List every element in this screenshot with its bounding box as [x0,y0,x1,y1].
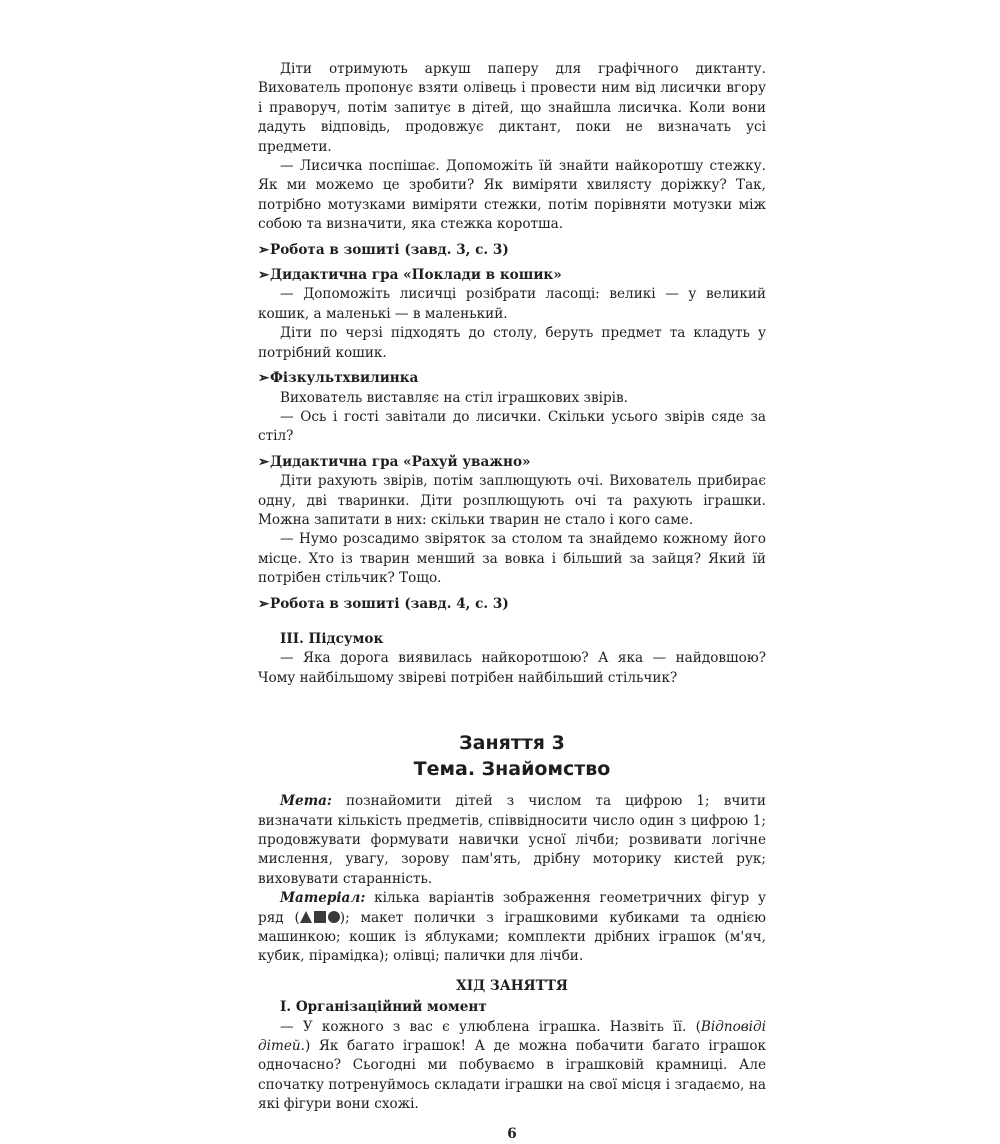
circle-icon [328,911,340,923]
bullet-item: ➢Дидактична гра «Рахуй уважно» [258,453,766,472]
paragraph: — У кожного з вас є улюблена іграшка. Назвіть її. (Відповіді дітей.) Як багато іграшок! А де можна побачити багато іграшок одночасно? Сьогодні ми побуваємо в іграшковій крамниці. Але спочатку потренуймось складати іграшки на свої місця і згадаємо, на які фігури вони схожі. [258,1018,766,1113]
goal-label: Мета: [280,793,332,810]
paragraph: — Ось і гості завітали до лисички. Скільки усього звірів сяде за стіл? [258,408,766,445]
bullet-item: ➢Дидактична гра «Поклади в кошик» [258,266,766,285]
arrow-bullet-icon: ➢ [258,453,270,470]
course-heading: ХІД ЗАНЯТТЯ [456,977,568,994]
paragraph: — Лисичка поспішає. Допоможіть їй знайти найкоротшу стежку. Як ми можемо це зробити? Як виміряти хвилясту доріжку? Так, потрібно мотузками виміряти стежки, потім порівняти мотузки між собою та визначити, яка стежка коротша. [258,158,766,233]
paragraph: Діти отримують аркуш паперу для графічного диктанту. Вихователь пропонує взяти олівець і провести ним від лисички вгору і праворуч, потім запитує в дітей, що знайшла лисичка. Коли вони дадуть відповідь, продовжує диктант, поки не визначать усі предмети. [258,61,766,155]
goal-paragraph: Мета: познайомити дітей з числом та цифрою 1; вчити визначати кількість предметів, співвідносити число один з цифрою 1; продовжувати формувати навички усної лічби; розвивати логічне мислення, увагу, зорову пам'ять, дрібну моторику кистей рук; виховувати старанність. [258,793,766,887]
arrow-bullet-icon: ➢ [258,267,270,284]
page-number: 6 [507,1125,517,1142]
geometric-shapes-icon [300,911,340,923]
material-label: Матеріал: [280,890,366,907]
lesson-topic: Тема. Знайомство [413,758,611,781]
section-heading: I. Організаційний момент [280,999,487,1016]
bullet-item: ➢Робота в зошиті (завд. 4, с. 3) [258,595,766,614]
arrow-bullet-icon: ➢ [258,370,270,387]
paragraph: Діти по черзі підходять до столу, беруть предмет та кладуть у потрібний кошик. [258,325,766,361]
material-paragraph: Матеріал: кілька варіантів зображення геометричних фігур у ряд ( ); макет полички з іграшковими кубиками та однією машинкою; кошик із яблуками; комплекти дрібних іграшок (м'яч, кубик, пірамідка); олівці; палички для лічби. [258,890,766,965]
triangle-icon [300,911,312,923]
paragraph: — Допоможіть лисичці розібрати ласощі: великі — у великий кошик, а маленькі — в маленький. [258,286,766,322]
square-icon [314,911,326,923]
lesson-title: Заняття 3 [459,732,565,755]
section-heading: III. Підсумок [280,630,384,647]
arrow-bullet-icon: ➢ [258,241,270,258]
paragraph: — Нумо розсадимо звіряток за столом та знайдемо кожному його місце. Хто із тварин менший за вовка і більший за зайця? Який їй потрібен стільчик? Тощо. [258,531,766,587]
bullet-item: ➢Робота в зошиті (завд. 3, с. 3) [258,241,766,260]
paragraph: — Яка дорога виявилась найкоротшою? А яка — найдовшою? Чому найбільшому звіреві потрібен найбільший стільчик? [258,650,766,686]
page-body [258,60,766,1144]
bullet-item: ➢Фізкультхвилинка [258,369,766,388]
paragraph: Діти рахують звірів, потім заплющують очі. Вихователь прибирає одну, дві тваринки. Діти розплющують очі та рахують іграшки. Можна запитати в них: скільки тварин не стало і кого саме. [258,473,766,528]
paragraph: Вихователь виставляє на стіл іграшкових звірів. [280,389,628,406]
arrow-bullet-icon: ➢ [258,595,270,612]
lesson-header [258,730,766,782]
